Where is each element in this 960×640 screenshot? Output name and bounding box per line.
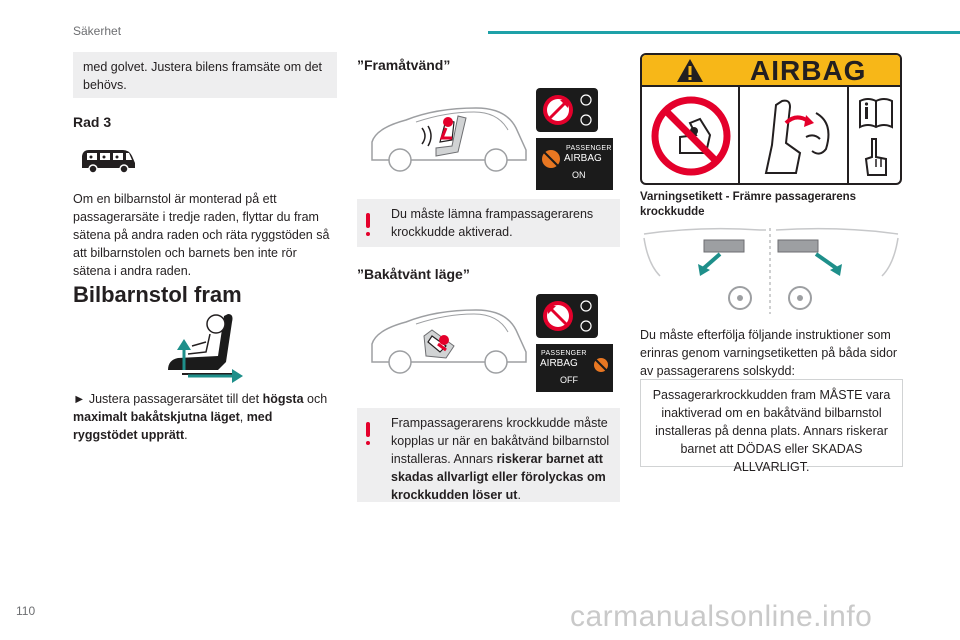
continued-text: med golvet. Justera bilens framsäte om det behövs. (83, 60, 323, 92)
airbag-deploy-icon (746, 93, 842, 181)
rear-warning-box (357, 408, 620, 502)
bullet-text-b: högsta (262, 392, 304, 406)
rad3-paragraph: Om en bilbarnstol är monterad på ett passagerarsäte i tredje raden, flyttar du fram sätena på andra raden och räta ryggstöden så att bilbarnstolen och barnets ben inte rör sätena i andra raden. (73, 192, 330, 278)
rear-warning-text-a: Frampassagerarens krockkudde måste kopplas ur när en bakåtvänd bilbarnstol installeras. Annars (391, 416, 610, 466)
panel-on-state: ON (572, 170, 586, 180)
panel-off-line2: AIRBAG (540, 358, 578, 369)
label-divider (847, 87, 849, 185)
manual-book-icon (856, 93, 896, 133)
fatal-warning-box (640, 379, 903, 474)
car-rear-facing-illustration (366, 300, 534, 378)
label-divider (738, 87, 740, 185)
bullet-text-d: maximalt bakåtskjutna läget (73, 410, 240, 424)
bullet-text-a: Justera passagerarsätet till det (85, 392, 263, 406)
panel-on-line1: PASSENGER (566, 145, 612, 152)
no-rear-seat-icon (650, 95, 732, 177)
airbag-on-panel (536, 138, 613, 190)
forward-warning-box (357, 199, 620, 247)
warning-exclamation-icon (365, 422, 371, 446)
panel-off-line1: PASSENGER (541, 350, 587, 357)
airbag-label-banner (642, 55, 900, 87)
airbag-off-switch-indicator (536, 294, 598, 338)
van-icon (79, 146, 137, 176)
car-forward-facing-illustration (366, 98, 534, 176)
airbag-on-switch-indicator (536, 88, 598, 132)
hand-pointer-icon (858, 137, 894, 181)
seat-adjust-bullet (73, 390, 337, 444)
fatal-warning-text: Passagerarkrockkudden fram MÅSTE vara inaktiverad om en bakåtvänd bilbarnstol installeras på denna plats. Annars riskerar barnet att DÖDAS eller SKADAS ALLVARLIGT. (652, 388, 891, 474)
instructions-paragraph: Du måste efterfölja följande instruktioner som erinras genom varningsetiketten på båda sidor av passagerarens solskydd: (640, 328, 898, 378)
rad3-heading: Rad 3 (73, 114, 112, 130)
section-title: Säkerhet (73, 24, 122, 38)
bullet-text-e: , (239, 410, 247, 424)
warning-exclamation-icon (365, 213, 371, 237)
front-seat-heading: Bilbarnstol fram (73, 282, 242, 307)
panel-off-state: OFF (560, 375, 578, 385)
watermark: carmanualsonline.info (570, 600, 873, 633)
sun-visor-locations-illustration (640, 224, 902, 318)
forward-facing-heading: ”Framåtvänd” (357, 57, 451, 73)
bullet-text-f: med ryggstödet upprätt (73, 410, 273, 442)
airbag-off-panel (536, 344, 613, 392)
airbag-warning-icon (592, 356, 610, 374)
bullet-text-g: . (184, 428, 188, 442)
forward-warning-text: Du måste lämna frampassagerarens krockkudde aktiverad. (391, 207, 594, 239)
rear-warning-text-c: . (517, 488, 521, 502)
page-number: 110 (16, 604, 36, 618)
panel-on-line2: AIRBAG (564, 153, 602, 164)
label-caption: Varningsetikett - Främre passagerarens krockkudde (640, 191, 857, 218)
rear-warning-text-b: riskerar barnet att skadas allvarligt eller förolyckas om krockkudden löser ut (391, 452, 606, 502)
continued-text-box (73, 52, 337, 98)
rear-facing-heading: ”Bakåtvänt läge” (357, 266, 470, 282)
seat-adjust-illustration (148, 312, 248, 386)
header-rule (488, 31, 960, 34)
warning-triangle-icon (676, 58, 704, 83)
airbag-crossed-icon (540, 148, 562, 170)
bullet-text-c: och (303, 392, 328, 406)
airbag-warning-label (640, 53, 902, 185)
bullet-arrow-icon: ► (73, 392, 86, 406)
airbag-label-title: AIRBAG (750, 55, 867, 86)
